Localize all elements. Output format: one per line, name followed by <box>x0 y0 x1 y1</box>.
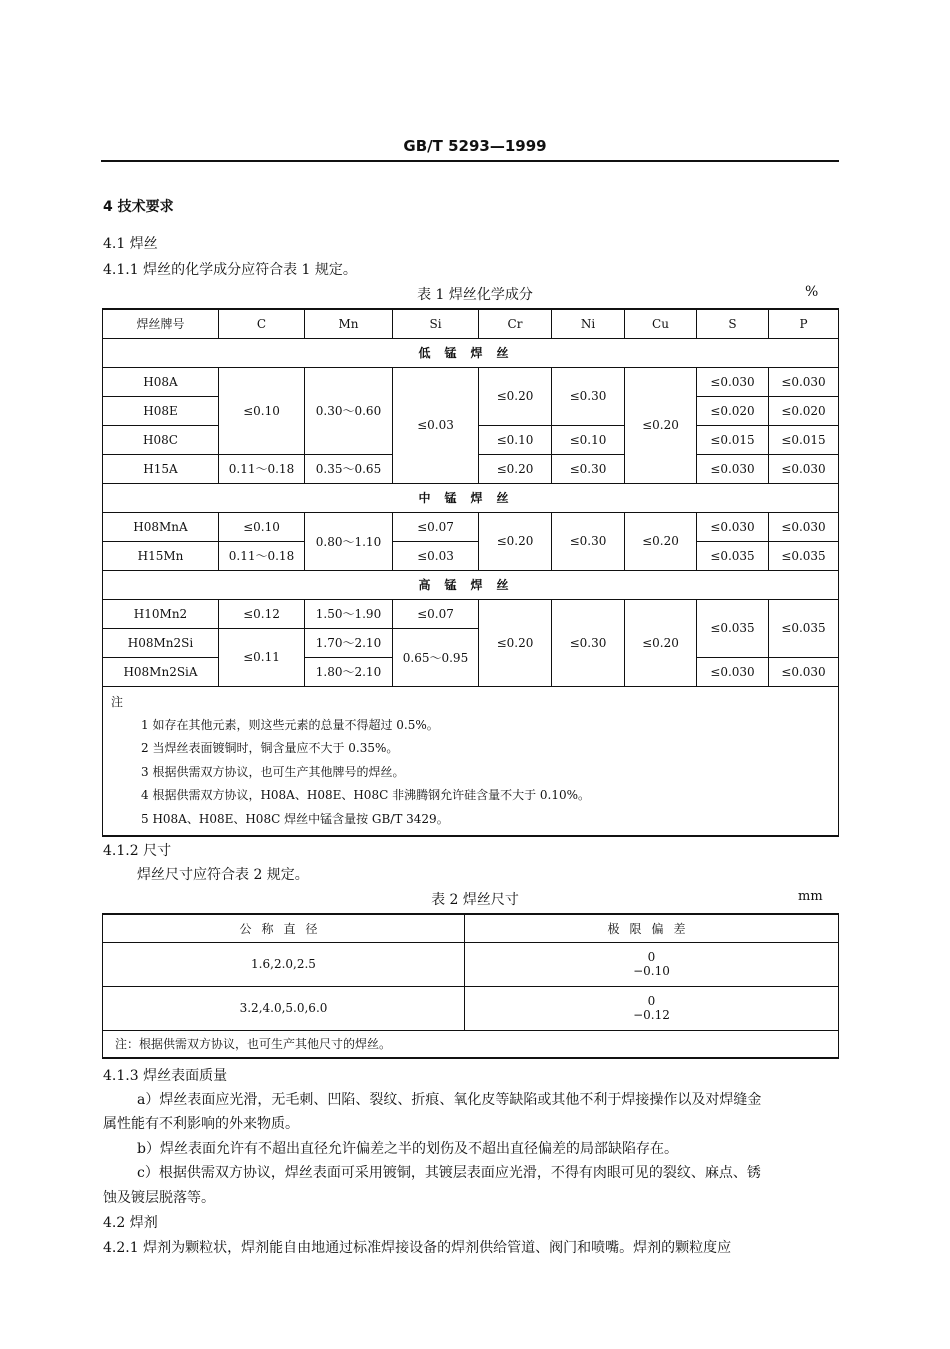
s-cell: ≤0.030 <box>697 367 769 396</box>
s-cell: ≤0.035 <box>697 599 769 657</box>
table-row <box>103 512 839 541</box>
note-item: 3 根据供需双方协议，也可生产其他牌号的焊丝。 <box>141 764 405 779</box>
p-cell: ≤0.030 <box>769 454 839 483</box>
th-grade: 焊丝牌号 <box>103 309 219 338</box>
mn-cell: 1.50～1.90 <box>305 599 393 628</box>
ni-cell: ≤0.30 <box>552 367 625 425</box>
table-row <box>103 541 839 570</box>
cr-cell: ≤0.20 <box>479 367 552 425</box>
diameter-cell: 1.6,2.0,2.5 <box>103 942 465 986</box>
cu-cell: ≤0.20 <box>625 599 697 686</box>
s-cell: ≤0.030 <box>697 512 769 541</box>
c-cell: ≤0.12 <box>219 599 305 628</box>
section-4-1-2-title: 4.1.2 尺寸 <box>103 843 172 859</box>
tolerance-cell <box>465 942 839 986</box>
section-4-1-2-text: 焊丝尺寸应符合表 2 规定。 <box>137 867 309 883</box>
s-cell: ≤0.030 <box>697 454 769 483</box>
grade-cell: H08Mn2Si <box>103 628 219 657</box>
section-4-title: 4 技术要求 <box>103 199 174 215</box>
grade-cell: H15A <box>103 454 219 483</box>
section-4-2-title: 4.2 焊剂 <box>103 1215 158 1231</box>
si-cell: ≤0.03 <box>393 541 479 570</box>
para-a-line1: a）焊丝表面应光滑，无毛刺、凹陷、裂纹、折痕、氧化皮等缺陷或其他不利于焊接操作以及对焊缝金 <box>137 1092 762 1108</box>
mn-cell: 0.35～0.65 <box>305 454 393 483</box>
c-cell: 0.11～0.18 <box>219 454 305 483</box>
table2-unit: mm <box>798 889 823 904</box>
cu-cell: ≤0.20 <box>625 367 697 483</box>
s-cell: ≤0.015 <box>697 425 769 454</box>
th-p: P <box>769 309 839 338</box>
page-header: GB/T 5293—1999 <box>403 137 547 155</box>
p-cell: ≤0.030 <box>769 657 839 686</box>
p-cell: ≤0.020 <box>769 396 839 425</box>
section-4-1-3-title: 4.1.3 焊丝表面质量 <box>103 1068 228 1084</box>
ni-cell: ≤0.10 <box>552 425 625 454</box>
para-a-line2: 属性能有不利影响的外来物质。 <box>103 1116 299 1132</box>
grade-cell: H08Mn2SiA <box>103 657 219 686</box>
table1-caption: 表 1 焊丝化学成分 <box>417 287 533 303</box>
para-c-line2: 蚀及镀层脱落等。 <box>103 1190 215 1206</box>
th-ni: Ni <box>552 309 625 338</box>
section-4-1-1-text: 4.1.1 焊丝的化学成分应符合表 1 规定。 <box>103 262 357 278</box>
th-tolerance: 极限偏差 <box>465 914 839 942</box>
si-cell: 0.65～0.95 <box>393 628 479 686</box>
section-high-mn: 高锰焊丝 <box>103 570 839 599</box>
cr-cell: ≤0.20 <box>479 599 552 686</box>
section-4-2-1-text: 4.2.1 焊剂为颗粒状，焊剂能自由地通过标准焊接设备的焊剂供给管道、阀门和喷嘴。焊剂的颗粒度应 <box>103 1240 732 1256</box>
s-cell: ≤0.020 <box>697 396 769 425</box>
mn-cell: 1.80～2.10 <box>305 657 393 686</box>
mn-cell: 1.70～2.10 <box>305 628 393 657</box>
note-item: 1 如存在其他元素，则这些元素的总量不得超过 0.5%。 <box>141 717 439 732</box>
table-row <box>103 986 839 1030</box>
table2-note: 注：根据供需双方协议，也可生产其他尺寸的焊丝。 <box>103 1030 839 1058</box>
note-item: 5 H08A、H08E、H08C 焊丝中锰含量按 GB/T 3429。 <box>141 811 449 826</box>
note-item: 4 根据供需双方协议，H08A、H08E、H08C 非沸腾钢允许硅含量不大于 0.10%。 <box>141 788 591 803</box>
tolerance-lower: −0.10 <box>633 964 670 978</box>
diameter-cell: 3.2,4.0,5.0,6.0 <box>103 986 465 1030</box>
table-row <box>103 599 839 628</box>
grade-cell: H08E <box>103 396 219 425</box>
para-c-line1: c）根据供需双方协议，焊丝表面可采用镀铜，其镀层表面应光滑，不得有肉眼可见的裂纹、麻点、锈 <box>137 1165 761 1181</box>
si-cell: ≤0.07 <box>393 599 479 628</box>
grade-cell: H10Mn2 <box>103 599 219 628</box>
tolerance-lower: −0.12 <box>633 1008 670 1022</box>
si-cell: ≤0.07 <box>393 512 479 541</box>
th-cu: Cu <box>625 309 697 338</box>
c-cell: ≤0.10 <box>219 367 305 454</box>
section-mid-mn: 中锰焊丝 <box>103 483 839 512</box>
table1-chemical-composition <box>102 308 839 837</box>
table1-unit: % <box>805 284 819 300</box>
tolerance-upper: 0 <box>647 950 656 964</box>
cr-cell: ≤0.20 <box>479 512 552 570</box>
c-cell: ≤0.11 <box>219 628 305 686</box>
header-rule <box>101 160 839 162</box>
th-s: S <box>697 309 769 338</box>
tolerance-upper: 0 <box>647 994 656 1008</box>
si-cell: ≤0.03 <box>393 367 479 483</box>
s-cell: ≤0.035 <box>697 541 769 570</box>
th-c: C <box>219 309 305 338</box>
para-b: b）焊丝表面允许有不超出直径允许偏差之半的划伤及不超出直径偏差的局部缺陷存在。 <box>137 1141 678 1157</box>
s-cell: ≤0.030 <box>697 657 769 686</box>
th-nominal-diameter: 公称直径 <box>103 914 465 942</box>
th-si: Si <box>393 309 479 338</box>
mn-cell: 0.80～1.10 <box>305 512 393 570</box>
table2-header-row <box>103 914 839 942</box>
cu-cell: ≤0.20 <box>625 512 697 570</box>
p-cell: ≤0.035 <box>769 541 839 570</box>
table2-dimensions <box>102 913 839 1059</box>
p-cell: ≤0.030 <box>769 512 839 541</box>
cr-cell: ≤0.10 <box>479 425 552 454</box>
table-row <box>103 367 839 396</box>
grade-cell: H08A <box>103 367 219 396</box>
table2-caption: 表 2 焊丝尺寸 <box>431 892 519 908</box>
section-4-1-title: 4.1 焊丝 <box>103 236 158 252</box>
p-cell: ≤0.035 <box>769 599 839 657</box>
c-cell: ≤0.10 <box>219 512 305 541</box>
notes-title: 注 <box>111 694 124 709</box>
table-row <box>103 942 839 986</box>
grade-cell: H15Mn <box>103 541 219 570</box>
ni-cell: ≤0.30 <box>552 599 625 686</box>
p-cell: ≤0.015 <box>769 425 839 454</box>
tolerance-cell <box>465 986 839 1030</box>
p-cell: ≤0.030 <box>769 367 839 396</box>
ni-cell: ≤0.30 <box>552 512 625 570</box>
mn-cell: 0.30～0.60 <box>305 367 393 454</box>
note-item: 2 当焊丝表面镀铜时，铜含量应不大于 0.35%。 <box>141 741 399 756</box>
table1-header-row <box>103 309 839 338</box>
grade-cell: H08C <box>103 425 219 454</box>
th-mn: Mn <box>305 309 393 338</box>
ni-cell: ≤0.30 <box>552 454 625 483</box>
grade-cell: H08MnA <box>103 512 219 541</box>
cr-cell: ≤0.20 <box>479 454 552 483</box>
th-cr: Cr <box>479 309 552 338</box>
table1-notes <box>103 686 839 836</box>
c-cell: 0.11～0.18 <box>219 541 305 570</box>
section-low-mn: 低锰焊丝 <box>103 338 839 367</box>
